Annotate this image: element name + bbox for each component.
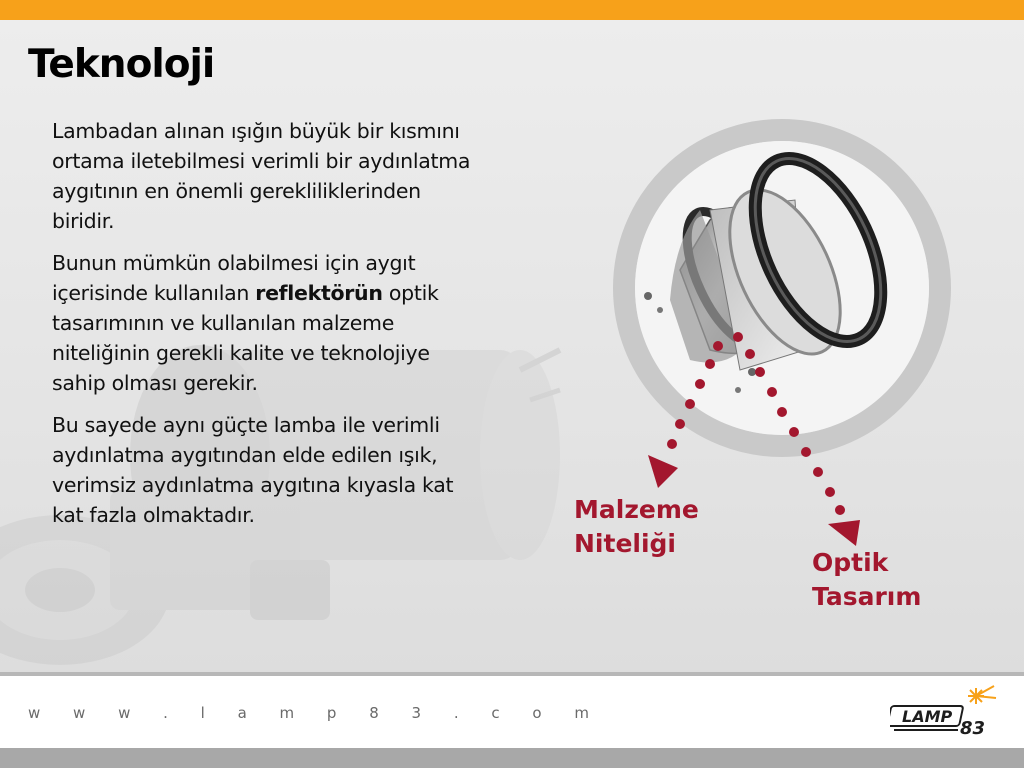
material-quality-label xyxy=(574,493,699,561)
material-quality-line-1: Malzeme xyxy=(574,495,699,524)
optical-design-label xyxy=(812,546,921,614)
reflector-emphasis: reflektörün xyxy=(255,281,383,305)
optical-design-line-1: Optik xyxy=(812,548,889,577)
page-title: Teknoloji xyxy=(28,42,215,87)
optical-design-line-2: Tasarım xyxy=(812,582,922,611)
logo-number: 83 xyxy=(960,718,986,739)
lamp83-logo xyxy=(890,684,1000,740)
top-accent-bar xyxy=(0,0,1024,20)
material-quality-line-2: Niteliği xyxy=(574,529,677,558)
paragraph-2-start: Bunun mümkün olabilmesi için aygıt içerisinde kullanılan xyxy=(52,251,416,305)
slide-content xyxy=(0,20,1024,672)
footer xyxy=(0,676,1024,748)
paragraph-1: Lambadan alınan ışığın büyük bir kısmını ortama iletebilmesi verimli bir aydınlatma aygıtının en önemli gerekliliklerinden biridir. xyxy=(52,119,471,233)
paragraph-3: Bu sayede aynı güçte lamba ile verimli aydınlatma aygıtından elde edilen ışık, verimsiz aydınlatma aygıtına kıyasla kat kat fazla olmaktadır. xyxy=(52,413,454,527)
paragraph-2 xyxy=(52,248,482,398)
body-text xyxy=(52,116,482,542)
website-url[interactable]: w w w . l a m p 8 3 . c o m xyxy=(28,704,603,722)
logo-text: LAMP xyxy=(902,707,953,726)
bottom-accent-bar xyxy=(0,748,1024,768)
paragraph-2-end: optik tasarımının ve kullanılan malzeme niteliğinin gerekli kalite ve teknolojiye sahip olması gerekir. xyxy=(52,281,439,395)
